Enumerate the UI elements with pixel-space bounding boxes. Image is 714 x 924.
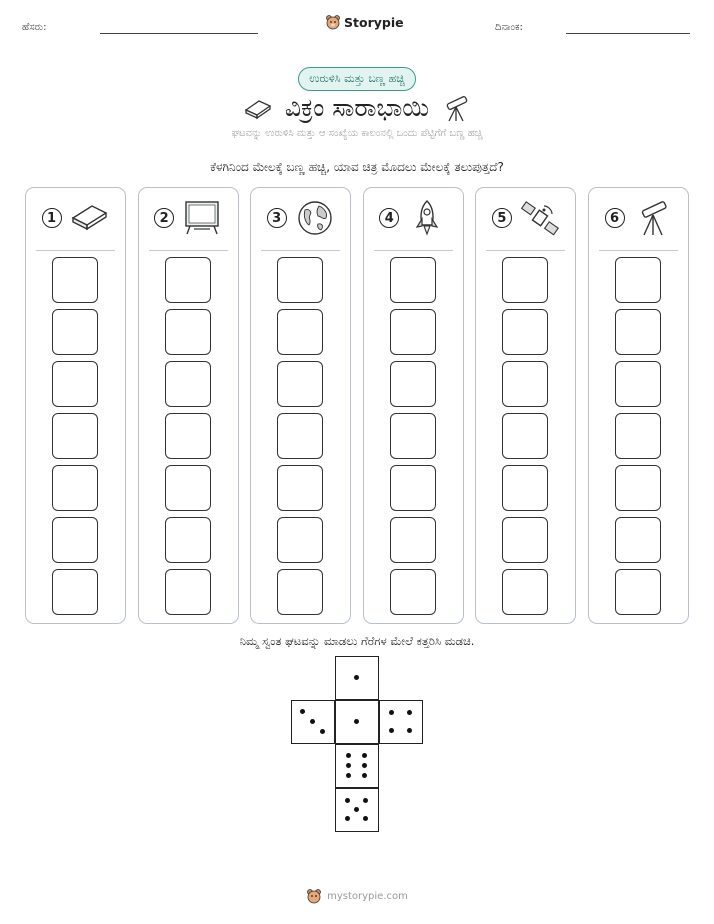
- instructions: ಘಟವನ್ನು ಉರುಳಿಸಿ ಮತ್ತು ಆ ಸಂಖ್ಯೆಯ ಕಾಲಂನಲ್ಲಿ ಒಂದು ಪೆಟ್ಟಿಗೆಗೆ ಬಣ್ಣ ಹಚ್ಚಿ: [231, 128, 483, 139]
- color-box[interactable]: [277, 361, 323, 407]
- column-header: [251, 188, 350, 248]
- dice-face-6: [335, 744, 379, 788]
- dice-pip: [354, 807, 359, 812]
- color-box[interactable]: [165, 465, 211, 511]
- column-header: [589, 188, 688, 248]
- telescope-icon: [633, 198, 673, 238]
- dice-pip: [362, 753, 367, 758]
- dice-face-4: [379, 700, 423, 744]
- color-box[interactable]: [502, 517, 548, 563]
- book-icon: [70, 198, 110, 238]
- dice-pip: [346, 773, 351, 778]
- dice-pip: [354, 675, 359, 680]
- dice-pip: [320, 729, 325, 734]
- column-divider: [599, 250, 678, 251]
- color-box[interactable]: [390, 361, 436, 407]
- dice-face-3: [291, 700, 335, 744]
- color-box[interactable]: [52, 257, 98, 303]
- color-box[interactable]: [615, 569, 661, 615]
- dice-pip: [346, 763, 351, 768]
- color-box[interactable]: [165, 257, 211, 303]
- color-box[interactable]: [165, 517, 211, 563]
- column-2: [138, 187, 239, 624]
- activity-badge: ಉರುಳಿಸಿ ಮತ್ತು ಬಣ್ಣ ಹಚ್ಚಿ: [298, 67, 415, 91]
- column-number: 5: [492, 208, 512, 228]
- bear-mascot-icon: [325, 14, 341, 30]
- color-box[interactable]: [165, 361, 211, 407]
- page-title: [0, 92, 714, 124]
- dice-pip: [389, 710, 394, 715]
- title-text: ವಿಕ್ರಂ ಸಾರಾಭಾಯಿ: [284, 93, 430, 122]
- color-box[interactable]: [390, 517, 436, 563]
- color-box[interactable]: [615, 257, 661, 303]
- color-box[interactable]: [615, 465, 661, 511]
- color-box[interactable]: [502, 257, 548, 303]
- date-field[interactable]: [566, 33, 690, 34]
- chalkboard-icon: [182, 198, 222, 238]
- footer-url: mystorypie.com: [327, 890, 408, 902]
- dice-face-1: [335, 700, 379, 744]
- question: ಕೆಳಗಿನಿಂದ ಮೇಲಕ್ಕೆ ಬಣ್ಣ ಹಚ್ಚಿ, ಯಾವ ಚಿತ್ರ ಮೊದಲು ಮೇಲಕ್ಕೆ ತಲುಪುತ್ತದೆ?: [210, 160, 504, 174]
- dice-pip: [362, 763, 367, 768]
- column-number: 1: [42, 208, 62, 228]
- color-box[interactable]: [615, 361, 661, 407]
- dice-pip: [363, 816, 368, 821]
- color-box[interactable]: [502, 361, 548, 407]
- color-box[interactable]: [52, 361, 98, 407]
- column-1: [25, 187, 126, 624]
- dice-pip: [346, 753, 351, 758]
- color-box[interactable]: [390, 413, 436, 459]
- dice-pip: [362, 773, 367, 778]
- dice-pip: [389, 728, 394, 733]
- color-box[interactable]: [390, 465, 436, 511]
- dice-pip: [407, 710, 412, 715]
- color-box[interactable]: [52, 569, 98, 615]
- column-divider: [261, 250, 340, 251]
- brand-logo: [325, 14, 404, 30]
- column-number: 3: [267, 208, 287, 228]
- color-box[interactable]: [165, 569, 211, 615]
- dice-pip: [310, 719, 315, 724]
- color-box[interactable]: [277, 257, 323, 303]
- bear-mascot-icon: [306, 888, 322, 904]
- column-5: [475, 187, 576, 624]
- footer: [0, 888, 714, 904]
- dice-pip: [300, 709, 305, 714]
- color-box[interactable]: [277, 413, 323, 459]
- dice-face-5: [335, 788, 379, 832]
- rocket-icon: [407, 198, 447, 238]
- column-divider: [149, 250, 228, 251]
- name-label: ಹೆಸರು:: [22, 22, 47, 33]
- column-number: 2: [154, 208, 174, 228]
- column-3: [250, 187, 351, 624]
- color-box[interactable]: [52, 309, 98, 355]
- color-box[interactable]: [390, 309, 436, 355]
- color-box[interactable]: [52, 413, 98, 459]
- column-header: [476, 188, 575, 248]
- color-box[interactable]: [390, 569, 436, 615]
- color-box[interactable]: [277, 569, 323, 615]
- brand-name: Storypie: [344, 14, 404, 30]
- telescope-icon: [441, 93, 471, 123]
- date-label: ದಿನಾಂಕ:: [495, 22, 523, 33]
- column-number: 6: [605, 208, 625, 228]
- dice-face-1: [335, 656, 379, 700]
- color-box[interactable]: [502, 413, 548, 459]
- color-box[interactable]: [390, 257, 436, 303]
- color-box[interactable]: [502, 569, 548, 615]
- dice-pip: [363, 798, 368, 803]
- column-header: [364, 188, 463, 248]
- color-box[interactable]: [502, 309, 548, 355]
- cube-instruction: ನಿಮ್ಮ ಸ್ವಂತ ಘಟವನ್ನು ಮಾಡಲು ಗೆರೆಗಳ ಮೇಲೆ ಕತ್ತರಿಸಿ ಮಡಚಿ.: [239, 634, 475, 648]
- dice-pip: [345, 816, 350, 821]
- column-6: [588, 187, 689, 624]
- color-box[interactable]: [52, 517, 98, 563]
- color-box[interactable]: [277, 309, 323, 355]
- globe-icon: [295, 198, 335, 238]
- color-box[interactable]: [615, 309, 661, 355]
- column-header: [139, 188, 238, 248]
- column-divider: [374, 250, 453, 251]
- color-box[interactable]: [615, 413, 661, 459]
- dice-pip: [354, 719, 359, 724]
- satellite-icon: [520, 198, 560, 238]
- color-box[interactable]: [165, 413, 211, 459]
- color-box[interactable]: [165, 309, 211, 355]
- column-divider: [36, 250, 115, 251]
- column-header: [26, 188, 125, 248]
- dice-pip: [345, 798, 350, 803]
- color-box[interactable]: [52, 465, 98, 511]
- color-box[interactable]: [615, 517, 661, 563]
- dice-pip: [407, 728, 412, 733]
- book-icon: [243, 96, 273, 120]
- column-divider: [486, 250, 565, 251]
- color-box[interactable]: [277, 517, 323, 563]
- name-field[interactable]: [100, 33, 258, 34]
- column-number: 4: [379, 208, 399, 228]
- column-4: [363, 187, 464, 624]
- color-box[interactable]: [277, 465, 323, 511]
- color-box[interactable]: [502, 465, 548, 511]
